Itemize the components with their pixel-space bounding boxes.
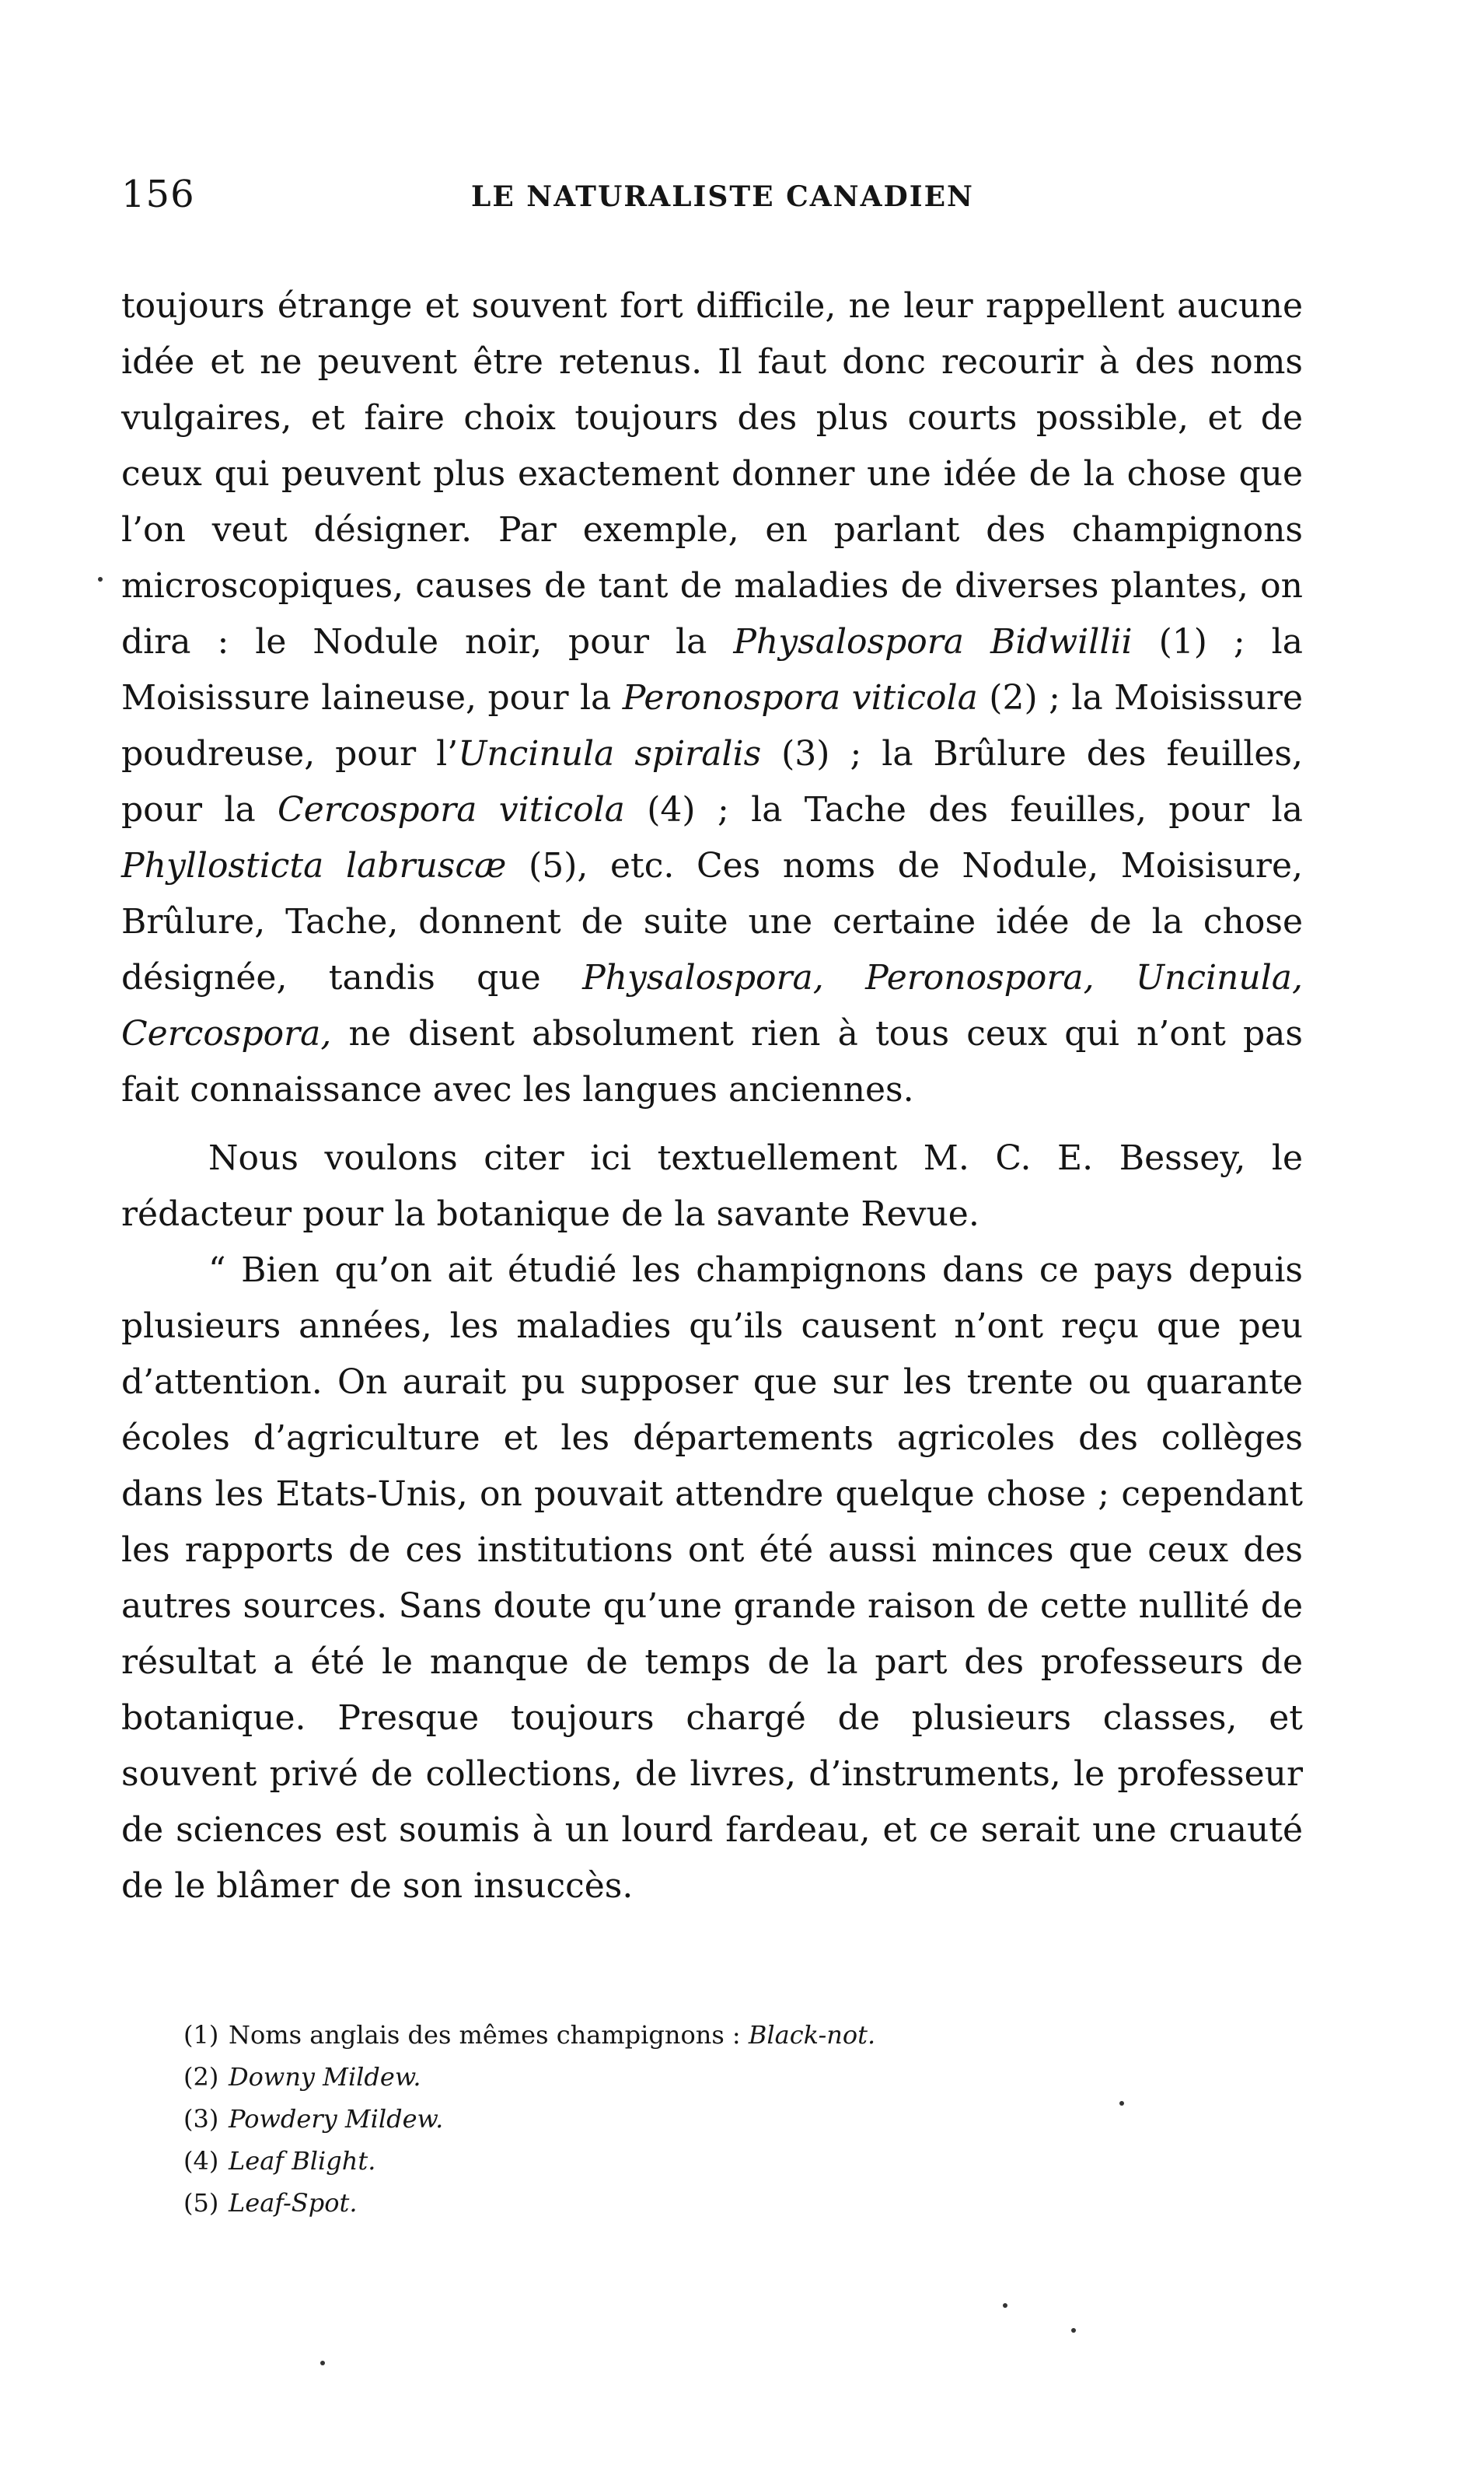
text-segment: (4) ; la Tache des feuilles, pour la — [624, 790, 1303, 830]
paragraph-3-quotation — [121, 1243, 1303, 1914]
footnote-term: Black-not. — [748, 2020, 876, 2050]
footnote-mark: (2) — [183, 2062, 219, 2092]
ink-speck — [320, 2361, 325, 2365]
species-name: Phyllosticta labruscæ — [121, 846, 507, 886]
footnote-term: Leaf Blight. — [229, 2146, 376, 2176]
footnote-mark: (5) — [183, 2188, 219, 2218]
text-segment: toujours étrange et souvent fort difficile, ne leur rappellent aucune idée et ne peuvent être retenus. Il faut donc recourir à des noms vulgaires, et faire choix toujours des plus courts possible, et de ceux qui peuvent plus exactement donner une idée de la chose que l’on veut désigner. Par exemple, en parlant des champignons microscopiques, causes de tant de maladies de diverses plantes, on dira : le Nodule noir, pour la — [121, 286, 1303, 662]
text-segment: “ Bien qu’on ait étudié les champignons dans ce pays depuis plusieurs années, les maladies qu’ils causent n’ont reçu que peu d’attention. On aurait pu supposer que sur les trente ou quarante écoles d’agriculture et les départements agricoles des collèges dans les Etats-Unis, on pouvait attendre quelque chose ; cependant les rapports de ces institutions ont été aussi minces que ceux des autres sources. Sans doute qu’une grande raison de cette nullité de résultat a été le manque de temps de la part des professeurs de botanique. Presque toujours chargé de plusieurs classes, et souvent privé de collections, de livres, d’instruments, le professeur de sciences est soumis à un lourd fardeau, et ce serait une cruauté de le blâmer de son insuccès. — [121, 1250, 1303, 1906]
running-head: LE NATURALISTE CANADIEN — [471, 180, 974, 213]
footnote-term: Leaf-Spot. — [229, 2188, 358, 2218]
ink-speck — [1119, 2101, 1124, 2106]
footnote-mark: (4) — [183, 2146, 219, 2176]
footnote-1 — [183, 2014, 1194, 2056]
footnote-mark: (1) — [183, 2020, 219, 2050]
species-name: Physalospora Bidwillii — [733, 622, 1133, 662]
species-name: Cercospora viticola — [278, 790, 625, 830]
text-segment: (5), etc. Ces noms de Nodule, Moisisure, Brûlure, Tache, donnent de suite une certaine idée de la chose désignée, tandis que — [121, 846, 1303, 998]
footnote-2 — [183, 2056, 1194, 2098]
species-name: Peronospora viticola — [622, 678, 978, 718]
footnotes — [183, 2014, 1194, 2224]
text-segment: (2) ; la Moisissure poudreuse, pour l’ — [121, 678, 1303, 774]
paragraph-1 — [121, 278, 1303, 1118]
species-name: Uncinula spiralis — [458, 734, 762, 774]
footnote-term: Powdery Mildew. — [229, 2104, 444, 2134]
footnote-4 — [183, 2140, 1194, 2182]
text-segment: (1) ; la Moisissure laineuse, pour la — [121, 622, 1303, 718]
ink-speck — [1003, 2303, 1007, 2308]
body-text — [121, 278, 1303, 1914]
text-segment: ne disent absolument rien à tous ceux qui n’ont pas fait connaissance avec les langues anciennes. — [121, 1014, 1303, 1110]
page-header — [121, 173, 1318, 235]
footnote-mark: (3) — [183, 2104, 219, 2134]
footnote-term: Downy Mildew. — [229, 2062, 421, 2092]
footnote-5 — [183, 2182, 1194, 2224]
page-number: 156 — [121, 173, 195, 216]
text-segment: (3) ; la Brûlure des feuilles, pour la — [121, 734, 1303, 830]
genus-names: Physalospora, Peronospora, Uncinula, Cercospora, — [121, 958, 1304, 1054]
ink-speck — [98, 577, 103, 582]
footnote-3 — [183, 2098, 1194, 2140]
ink-speck — [1071, 2328, 1076, 2333]
footnote-text: Noms anglais des mêmes champignons : — [229, 2020, 749, 2050]
paragraph-2 — [121, 1131, 1303, 1243]
text-segment: Nous voulons citer ici textuellement M. C. E. Bessey, le rédacteur pour la botanique de la savante Revue. — [121, 1138, 1303, 1234]
